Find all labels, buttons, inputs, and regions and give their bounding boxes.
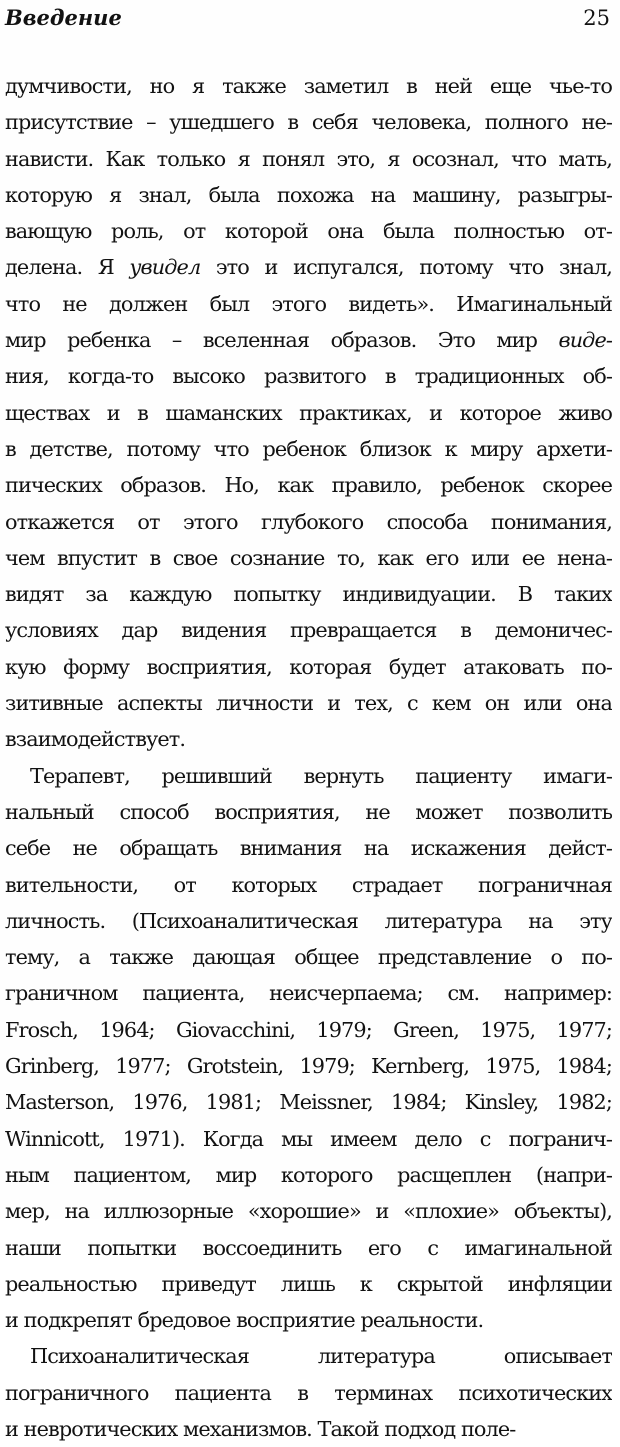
text-line: Психоаналитическая литература описывает <box>30 1344 612 1369</box>
text-line: зитивные аспекты личности и тех, с кем он или она <box>5 691 612 716</box>
text-segment: делена. Я <box>5 255 130 280</box>
text-line: Winnicott, 1971). Когда мы имеем дело с погранич- <box>5 1126 612 1151</box>
emphasized-word: увидел <box>129 255 201 280</box>
body-text <box>5 68 612 1447</box>
text-segment: мир ребенка – вселенная образов. Это мир <box>5 328 559 353</box>
text-line: себе не обращать внимания на искажения дейст- <box>5 836 612 861</box>
text-line: граничном пациента, неисчерпаема; см. например: <box>5 981 612 1006</box>
text-line: что не должен был этого видеть». Имагинальный <box>5 291 612 316</box>
text-line: наши попытки воссоединить его с имагинальной <box>5 1235 612 1260</box>
text-line <box>5 322 612 358</box>
text-line: мер, на иллюзорные «хорошие» и «плохие» объекты), <box>5 1199 612 1224</box>
text-line: личность. (Психоаналитическая литература на эту <box>5 908 612 933</box>
text-line: нальный способ восприятия, не может позволить <box>5 799 612 824</box>
text-line: тему, а также дающая общее представление о по- <box>5 945 612 970</box>
text-line: и подкрепят бредовое восприятие реальности. <box>5 1308 484 1333</box>
text-line: видят за каждую попытку индивидуации. В таких <box>5 582 612 607</box>
text-line: Masterson, 1976, 1981; Meissner, 1984; Kinsley, 1982; <box>5 1090 612 1115</box>
page-number: 25 <box>583 6 610 30</box>
text-line: Grinberg, 1977; Grotstein, 1979; Kernberg, 1975, 1984; <box>5 1054 612 1079</box>
text-line: пограничного пациента в терминах психотических <box>5 1380 612 1405</box>
text-line: вительности, от которых страдает пограничная <box>5 872 612 897</box>
paragraph <box>5 758 612 1339</box>
text-line: ществах и в шаманских практиках, и которое живо <box>5 400 612 425</box>
running-head <box>5 3 610 33</box>
text-line: ным пациентом, мир которого расщеплен (напри- <box>5 1162 612 1187</box>
text-line: кую форму восприятия, которая будет атаковать по- <box>5 654 612 679</box>
text-line: Терапевт, решивший вернуть пациенту имаги- <box>30 763 612 788</box>
text-line: чем впустит в свое сознание то, как его или ее нена- <box>5 545 612 570</box>
text-segment: это и испугался, потому что знал, <box>200 255 612 280</box>
text-line: Frosch, 1964; Giovacchini, 1979; Green, 1975, 1977; <box>5 1017 612 1042</box>
text-line: нависти. Как только я понял это, я осознал, что мать, <box>5 146 612 171</box>
text-line: ния, когда-то высоко развитого в традиционных об- <box>5 364 612 389</box>
text-line: присутствие – ушедшего в себя человека, полного не- <box>5 110 612 135</box>
section-title: Введение <box>5 5 122 30</box>
text-line: реальностью приведут лишь к скрытой инфляции <box>5 1271 612 1296</box>
emphasized-word: виде- <box>558 328 612 353</box>
text-line: в детстве, потому что ребенок близок к миру архети- <box>5 436 612 461</box>
text-line: и невротических механизмов. Такой подход поле- <box>5 1416 516 1441</box>
text-line: которую я знал, была похожа на машину, разыгры- <box>5 182 612 207</box>
text-line: вающую роль, от которой она была полностью от- <box>5 219 612 244</box>
text-line: думчивости, но я также заметил в ней еще чье-то <box>5 74 612 98</box>
text-line: взаимодействует. <box>5 727 186 752</box>
paragraph <box>5 68 612 758</box>
paragraph <box>5 1338 612 1447</box>
text-line <box>5 249 612 285</box>
text-line: откажется от этого глубокого способа понимания, <box>5 509 612 534</box>
text-line: пических образов. Но, как правило, ребенок скорее <box>5 473 612 498</box>
text-line: условиях дар видения превращается в демоничес- <box>5 618 612 643</box>
